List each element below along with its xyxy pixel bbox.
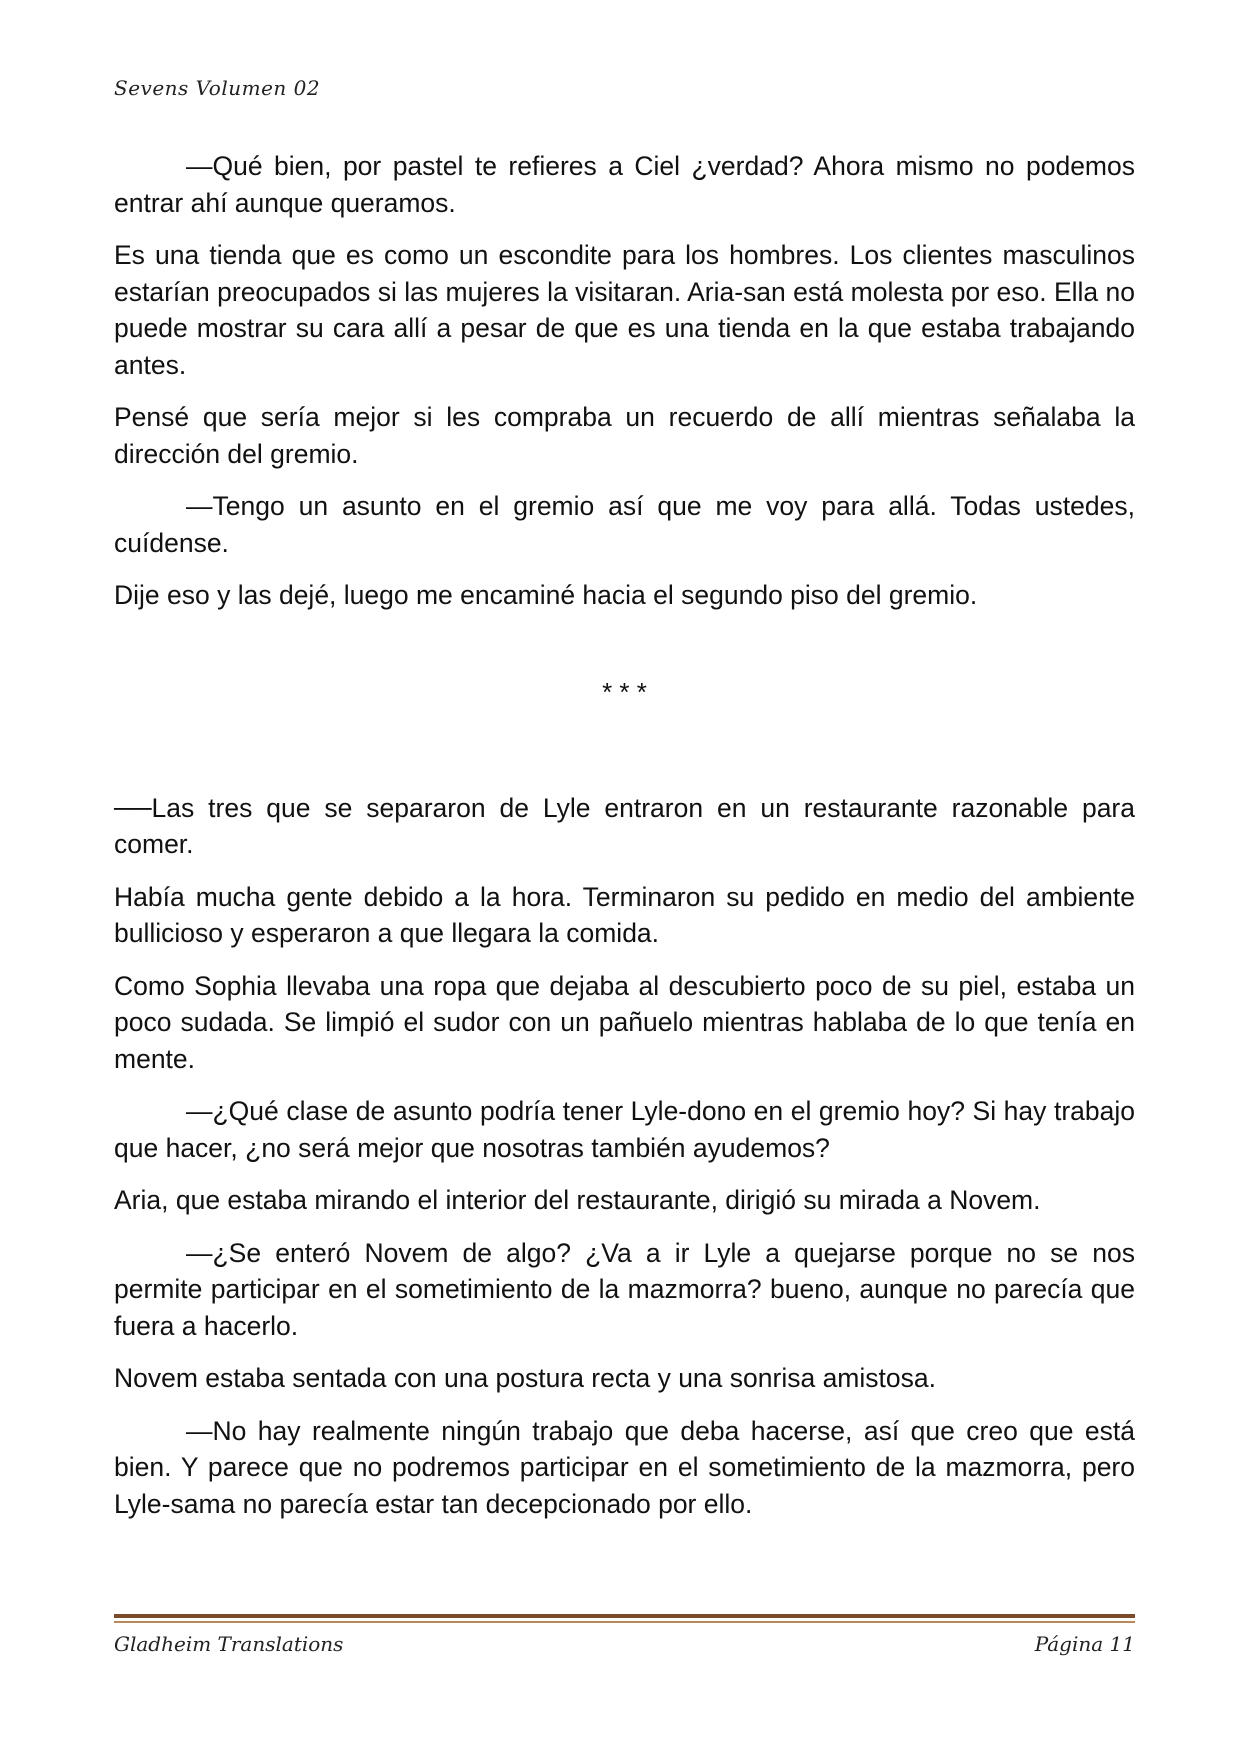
paragraph: Dije eso y las dejé, luego me encaminé hacia el segundo piso del gremio. xyxy=(114,580,978,610)
paragraph: —Qué bien, por pastel te refieres a Ciel ¿verdad? Ahora mismo no podemos entrar ahí aunque queramos. xyxy=(114,151,1135,218)
paragraph: Novem estaba sentada con una postura recta y una sonrisa amistosa. xyxy=(114,1363,936,1393)
footer-rule-thin xyxy=(114,1621,1135,1623)
paragraph: —No hay realmente ningún trabajo que deba hacerse, así que creo que está bien. Y parece que no podremos participar en el sometimiento de la mazmorra, pero Lyle-sama no parecía estar tan decepcionado por ello. xyxy=(114,1415,1135,1519)
page-body xyxy=(114,148,1135,1538)
paragraph: Es una tienda que es como un escondite para los hombres. Los clientes masculinos estarían preocupados si las mujeres la visitaran. Aria-san está molesta por eso. Ella no puede mostrar su cara allí a pesar de que es una tienda en la que estaba trabajando antes. xyxy=(114,240,1135,380)
paragraph: —Tengo un asunto en el gremio así que me voy para allá. Todas ustedes, cuídense. xyxy=(114,491,1135,558)
scene-separator: * * * xyxy=(602,676,647,707)
page-number: Página 11 xyxy=(1034,1632,1135,1656)
paragraph: Había mucha gente debido a la hora. Terminaron su pedido en medio del ambiente bullicioso y esperaron a que llegara la comida. xyxy=(114,881,1135,948)
paragraph: —¿Qué clase de asunto podría tener Lyle-dono en el gremio hoy? Si hay trabajo que hacer, ¿no será mejor que nosotras también ayudemos? xyxy=(114,1096,1135,1163)
paragraph: Pensé que sería mejor si les compraba un recuerdo de allí mientras señalaba la dirección del gremio. xyxy=(114,402,1135,469)
running-header: Sevens Volumen 02 xyxy=(114,76,321,100)
paragraph: —¿Se enteró Novem de algo? ¿Va a ir Lyle a quejarse porque no se nos permite participar en el sometimiento de la mazmorra? bueno, aunque no parecía que fuera a hacerlo. xyxy=(114,1237,1135,1341)
paragraph: ──Las tres que se separaron de Lyle entraron en un restaurante razonable para comer. xyxy=(114,792,1135,859)
paragraph: Como Sophia llevaba una ropa que dejaba al descubierto poco de su piel, estaba un poco sudada. Se limpió el sudor con un pañuelo mientras hablaba de lo que tenía en mente. xyxy=(114,970,1135,1074)
footer-rule-thick xyxy=(114,1614,1135,1618)
paragraph: Aria, que estaba mirando el interior del restaurante, dirigió su mirada a Novem. xyxy=(114,1185,1041,1215)
footer-publisher: Gladheim Translations xyxy=(114,1632,344,1656)
